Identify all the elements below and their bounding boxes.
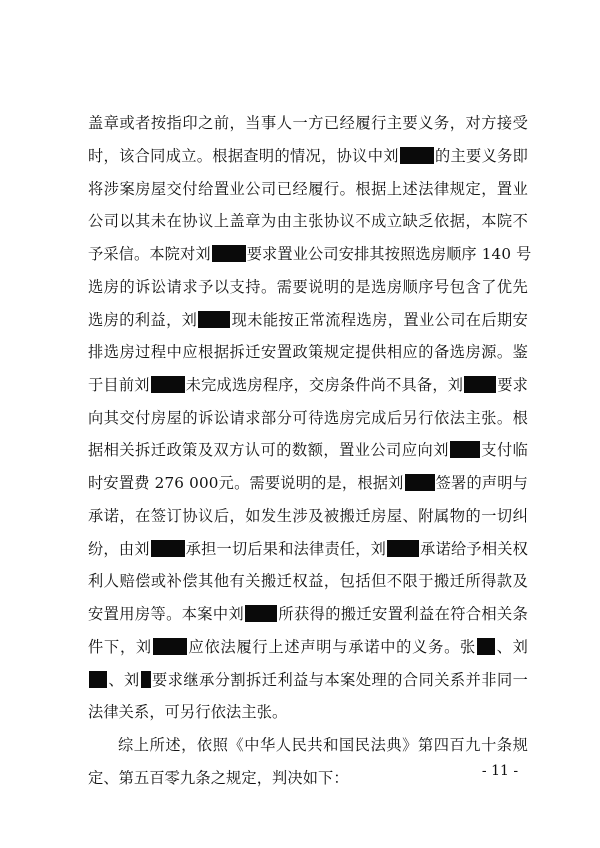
redaction-block: [212, 245, 246, 262]
text-segment: 支付临: [480, 441, 528, 459]
text-segment: 据相关拆迁政策及双方认可的数额，置业公司应向刘: [88, 441, 449, 459]
text-segment: 的主要义务即: [434, 147, 528, 165]
text-line: [88, 210, 528, 232]
text-segment: 安置用房等。本案中刘: [88, 605, 245, 623]
redaction-block: [151, 376, 185, 393]
text-segment: 纷，由刘: [88, 540, 150, 558]
text-segment: 予采信。本院对刘: [88, 245, 211, 263]
text-segment: 于目前刘: [88, 376, 150, 394]
text-segment: 将涉案房屋交付给置业公司已经履行。根据上述法律规定，置业: [88, 180, 528, 198]
text-line: [88, 570, 528, 592]
redaction-block: [450, 441, 480, 458]
text-segment: 所获得的搬迁安置利益在符合相关条: [278, 605, 528, 623]
text-segment: 要求继承分割拆迁利益与本案处理的合同关系并非同一: [151, 671, 528, 689]
text-segment: 承诺给予相关权: [420, 540, 528, 558]
text-line: [88, 407, 528, 429]
redaction-block: [387, 540, 419, 557]
text-line: [88, 309, 528, 331]
text-line: [88, 636, 528, 658]
text-line: [88, 276, 528, 298]
text-line: [88, 505, 528, 527]
text-segment: 公司以其未在协议上盖章为由主张协议不成立缺乏依据，本院不: [88, 212, 528, 230]
redaction-block: [245, 605, 277, 622]
text-segment: 定、第五百零九条之规定，判决如下：: [88, 769, 349, 787]
text-segment: 利人赔偿或补偿其他有关搬迁权益，包括但不限于搬迁所得款及: [88, 572, 528, 590]
text-segment: 向其交付房屋的诉讼请求部分可待选房完成后另行依法主张。根: [88, 409, 528, 427]
text-segment: 时，该合同成立。根据查明的情况，协议中刘: [88, 147, 399, 165]
text-line: [88, 603, 528, 625]
text-segment: 应依法履行上述声明与承诺中的义务。张: [187, 638, 477, 656]
text-segment: 承担一切后果和法律责任，刘: [185, 540, 387, 558]
redaction-block: [89, 671, 107, 688]
redaction-block: [198, 311, 230, 328]
redaction-block: [153, 638, 187, 655]
text-segment: 要求: [497, 376, 528, 394]
text-line: [88, 669, 528, 691]
text-line: [88, 538, 528, 560]
text-segment: 签署的声明与: [435, 474, 529, 492]
redaction-block: [464, 376, 496, 393]
text-line: [88, 243, 532, 265]
text-segment: 法律关系，可另行依法主张。: [88, 703, 288, 721]
text-line: [88, 439, 528, 461]
text-segment: 未完成选房程序，交房条件尚不具备，刘: [185, 376, 464, 394]
text-segment: 选房的利益，刘: [88, 311, 198, 329]
text-segment: 选房的诉讼请求予以支持。需要说明的是选房顺序号包含了优先: [88, 278, 528, 296]
redaction-block: [151, 540, 185, 557]
page-number: - 11 -: [481, 763, 519, 779]
text-line: [118, 734, 528, 756]
text-line: [88, 341, 528, 363]
text-segment: 、刘: [108, 671, 140, 689]
text-segment: 排选房过程中应根据拆迁安置政策规定提供相应的备选房源。鉴: [88, 343, 528, 361]
text-line: [88, 374, 528, 396]
text-segment: 要求置业公司安排其按照选房顺序 140 号: [246, 245, 532, 263]
text-line: [88, 112, 528, 134]
text-segment: 时安置费 276 000元。需要说明的是，根据刘: [88, 474, 404, 492]
text-segment: 综上所述，依照《中华人民共和国民法典》第四百九十条规: [118, 736, 528, 754]
text-segment: 、刘: [496, 638, 528, 656]
redaction-block: [405, 474, 435, 491]
text-segment: 件下，刘: [88, 638, 152, 656]
redaction-block: [477, 638, 495, 655]
text-line: [88, 472, 528, 494]
redaction-block: [400, 147, 434, 164]
text-line: [88, 701, 528, 723]
redaction-block: [141, 671, 151, 688]
text-segment: 现未能按正常流程选房，置业公司在后期安: [231, 311, 528, 329]
text-line: [88, 178, 528, 200]
text-segment: 承诺，在签订协议后，如发生涉及被搬迁房屋、附属物的一切纠: [88, 507, 528, 525]
text-segment: 盖章或者按指印之前，当事人一方已经履行主要义务，对方接受: [88, 114, 528, 132]
text-line: [88, 145, 528, 167]
